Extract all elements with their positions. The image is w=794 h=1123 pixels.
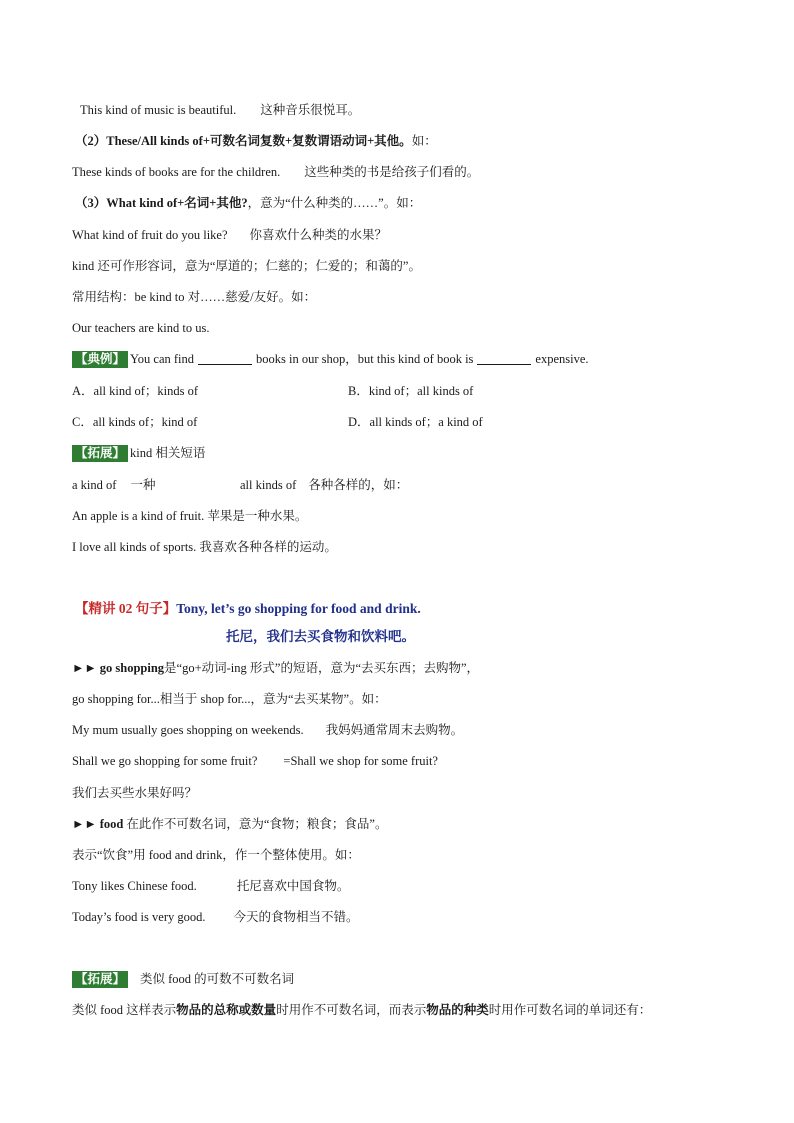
arrow-icon: ►► <box>72 817 97 831</box>
example-line-shall-we <box>72 752 438 770</box>
answer-blank-1[interactable] <box>198 351 252 365</box>
rule-pattern: These/All kinds of+可数名词复数+复数谓语动词+其他。 <box>106 134 412 148</box>
rule-these-all-kinds <box>75 132 437 150</box>
section-sentence-chinese: 托尼，我们去买食物和饮料吧。 <box>226 629 415 644</box>
phrase-all-kinds-of: all kinds of <box>240 478 297 492</box>
extension-title: 类似 food 的可数不可数名词 <box>140 972 295 986</box>
question-part-c: expensive. <box>535 352 589 366</box>
typical-example-tag: 【典例】 <box>72 351 128 368</box>
kind-structure-note: 常用结构：be kind to 对……慈爱/友好。如： <box>72 290 317 304</box>
example-line-music <box>80 101 360 119</box>
example-equivalent: =Shall we shop for some fruit? <box>283 754 438 768</box>
example-english: Tony likes Chinese food. <box>72 879 197 893</box>
note-part: 时用作不可数名词，而表示 <box>276 1003 427 1017</box>
go-shopping-for-note: go shopping for...相当于 shop for...，意为“去买某物”。如： <box>72 692 387 706</box>
food-and-drink-note: 表示“饮食”用 food and drink，作一个整体使用。如： <box>72 848 360 862</box>
example-chinese: 这些种类的书是给孩子们看的。 <box>304 165 480 179</box>
rule-number: （3） <box>75 196 107 210</box>
note-emphasis: 物品的种类 <box>426 1003 489 1017</box>
option-b[interactable]: B．kind of；all kinds of <box>348 384 474 398</box>
example-chinese: 你喜欢什么种类的水果？ <box>249 228 388 242</box>
example-translation: 我们去买些水果好吗？ <box>72 786 198 800</box>
section-label: 【精讲 02 句子】 <box>75 601 177 616</box>
example-line-teachers: Our teachers are kind to us. <box>72 321 210 335</box>
example-line-sports: I love all kinds of sports. 我喜欢各种各样的运动。 <box>72 540 337 554</box>
example-english: What kind of fruit do you like? <box>72 228 228 242</box>
note-part: 时用作可数名词的单词还有： <box>488 1003 652 1017</box>
phrase-line <box>72 476 155 494</box>
rule-tail: 如： <box>411 134 437 148</box>
example-english: These kinds of books are for the children. <box>72 165 281 179</box>
arrow-icon: ►► <box>72 661 97 675</box>
phrase-a-kind-of: a kind of <box>72 478 117 492</box>
example-line-weekends <box>72 721 463 739</box>
section-sentence-english: Tony, let’s go shopping for food and drink. <box>176 601 421 616</box>
example-english: Shall we go shopping for some fruit? <box>72 754 258 768</box>
example-line-books <box>72 163 479 181</box>
rule-number: （2） <box>75 134 107 148</box>
section-heading-02 <box>75 600 421 618</box>
rule-tail: ，意为“什么种类的……”。如： <box>247 196 422 210</box>
option-d[interactable]: D．all kinds of；a kind of <box>348 415 483 429</box>
term-food: food <box>99 817 124 831</box>
example-line-apple: An apple is a kind of fruit. 苹果是一种水果。 <box>72 509 308 523</box>
phrase-line-2 <box>240 476 408 494</box>
example-english: This kind of music is beautiful. <box>80 103 237 117</box>
note-part: 类似 food 这样表示 <box>72 1003 177 1017</box>
similar-nouns-note <box>72 1001 651 1019</box>
go-shopping-note <box>72 659 479 677</box>
extension-title: kind 相关短语 <box>130 446 206 460</box>
rule-what-kind-of <box>75 194 421 212</box>
extension-tag: 【拓展】 <box>72 971 128 988</box>
extension-countable-uncountable <box>72 970 294 988</box>
go-shopping-explanation: 是“go+动词-ing 形式”的短语，意为“去买东西；去购物”， <box>164 661 480 675</box>
example-line-chinese-food <box>72 877 349 895</box>
kind-adjective-note: kind 还可作形容词，意为“厚道的；仁慈的；仁爱的；和蔼的”。 <box>72 259 421 273</box>
example-chinese: 今天的食物相当不错。 <box>233 910 359 924</box>
question-part-b: books in our shop，but this kind of book is <box>256 352 474 366</box>
answer-blank-2[interactable] <box>477 351 531 365</box>
example-line-fruit <box>72 226 387 244</box>
rule-pattern: What kind of+名词+其他? <box>106 196 248 210</box>
question-part-a: You can find <box>130 352 195 366</box>
example-english: My mum usually goes shopping on weekends. <box>72 723 304 737</box>
example-chinese: 我妈妈通常周末去购物。 <box>325 723 464 737</box>
extension-tag: 【拓展】 <box>72 445 128 462</box>
example-chinese: 托尼喜欢中国食物。 <box>236 879 350 893</box>
term-go-shopping: go shopping <box>99 661 165 675</box>
example-chinese: 这种音乐很悦耳。 <box>260 103 361 117</box>
option-c[interactable]: C．all kinds of；kind of <box>72 415 198 429</box>
food-explanation: 在此作不可数名词，意为“食物；粮食；食品”。 <box>126 817 388 831</box>
note-emphasis: 物品的总称或数量 <box>176 1003 277 1017</box>
phrase-a-kind-of-meaning: 一种 <box>130 478 156 492</box>
food-note <box>72 815 387 833</box>
option-a[interactable]: A．all kind of；kinds of <box>72 384 199 398</box>
phrase-all-kinds-of-meaning: 各种各样的，如： <box>308 478 409 492</box>
typical-example-question <box>72 350 589 368</box>
example-english: Today’s food is very good. <box>72 910 206 924</box>
example-line-todays-food <box>72 908 359 926</box>
extension-kind-phrases <box>72 444 205 462</box>
